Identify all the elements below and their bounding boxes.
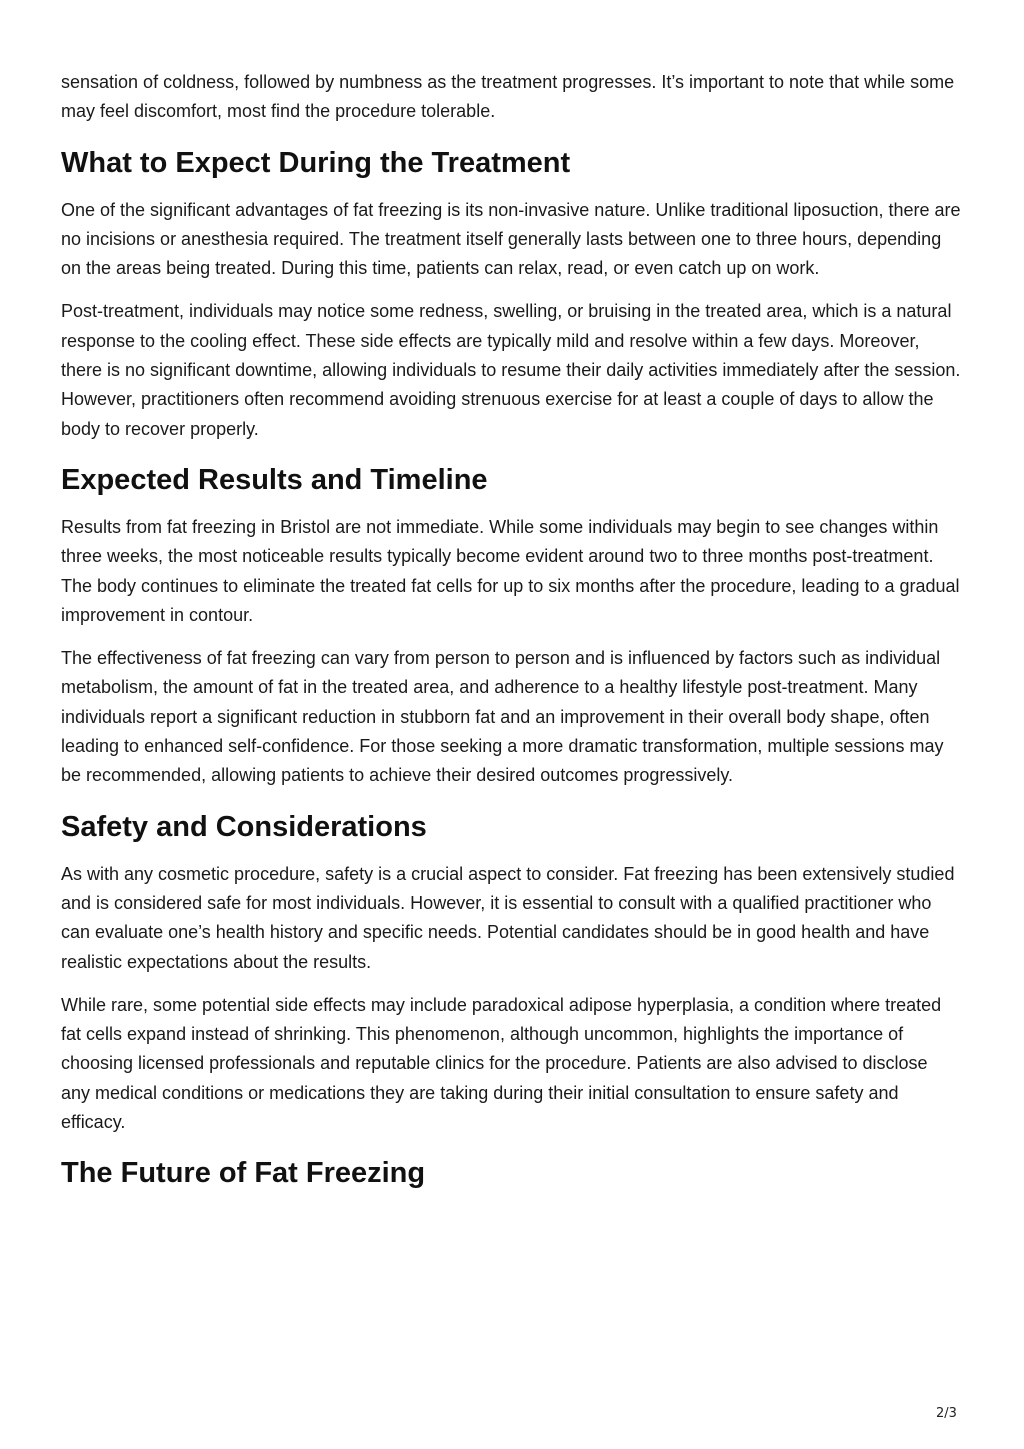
section-heading: The Future of Fat Freezing — [61, 1157, 426, 1190]
document-page — [61, 68, 961, 1206]
section-safety — [61, 807, 961, 1138]
intro-paragraph: sensation of coldness, followed by numbness as the treatment progresses. It’s important to note that while some may feel discomfort, most find the procedure tolerable. — [61, 72, 955, 122]
body-paragraph: One of the significant advantages of fat freezing is its non-invasive nature. Unlike traditional liposuction, there are no incisions or anesthesia required. The treatment itself generally lasts between one to three hours, depending on the areas being treated. During this time, patients can relax, read, or even catch up on work. — [61, 199, 961, 279]
section-heading: What to Expect During the Treatment — [61, 146, 571, 179]
section-future — [61, 1153, 961, 1193]
body-paragraph: Results from fat freezing in Bristol are not immediate. While some individuals may begin to see changes within three weeks, the most noticeable results typically become evident around two to three months post-treatment. The body continues to eliminate the treated fat cells for up to six months after the procedure, leading to a gradual improvement in contour. — [61, 516, 960, 625]
page-number: 2/3 — [936, 1406, 957, 1421]
body-paragraph: As with any cosmetic procedure, safety is a crucial aspect to consider. Fat freezing has been extensively studied and is considered safe for most individuals. However, it is essential to consult with a qualified practitioner who can evaluate one’s health history and specific needs. Potential candidates should be in good health and have realistic expectations about the results. — [61, 863, 955, 972]
body-paragraph: While rare, some potential side effects may include paradoxical adipose hyperplasia, a condition where treated fat cells expand instead of shrinking. This phenomenon, although uncommon, highlights the importance of choosing licensed professionals and reputable clinics for the procedure. Patients are also advised to disclose any medical conditions or medications they are taking during their initial consultation to ensure safety and efficacy. — [61, 994, 942, 1133]
section-expected-results — [61, 460, 961, 791]
section-heading: Expected Results and Timeline — [61, 463, 488, 496]
section-heading: Safety and Considerations — [61, 810, 427, 843]
body-paragraph: Post-treatment, individuals may notice some redness, swelling, or bruising in the treated area, which is a natural response to the cooling effect. These side effects are typically mild and resolve within a few days. Moreover, there is no significant downtime, allowing individuals to resume their daily activities immediately after the session. However, practitioners often recommend avoiding strenuous exercise for at least a couple of days to allow the body to recover properly. — [61, 301, 961, 439]
body-paragraph: The effectiveness of fat freezing can vary from person to person and is influenced by factors such as individual metabolism, the amount of fat in the treated area, and adherence to a healthy lifestyle post-treatment. Many individuals report a significant reduction in stubborn fat and an improvement in their overall body shape, often leading to enhanced self-confidence. For those seeking a more dramatic transformation, multiple sessions may be recommended, allowing patients to achieve their desired outcomes progressively. — [61, 648, 944, 786]
section-what-to-expect — [61, 143, 961, 444]
